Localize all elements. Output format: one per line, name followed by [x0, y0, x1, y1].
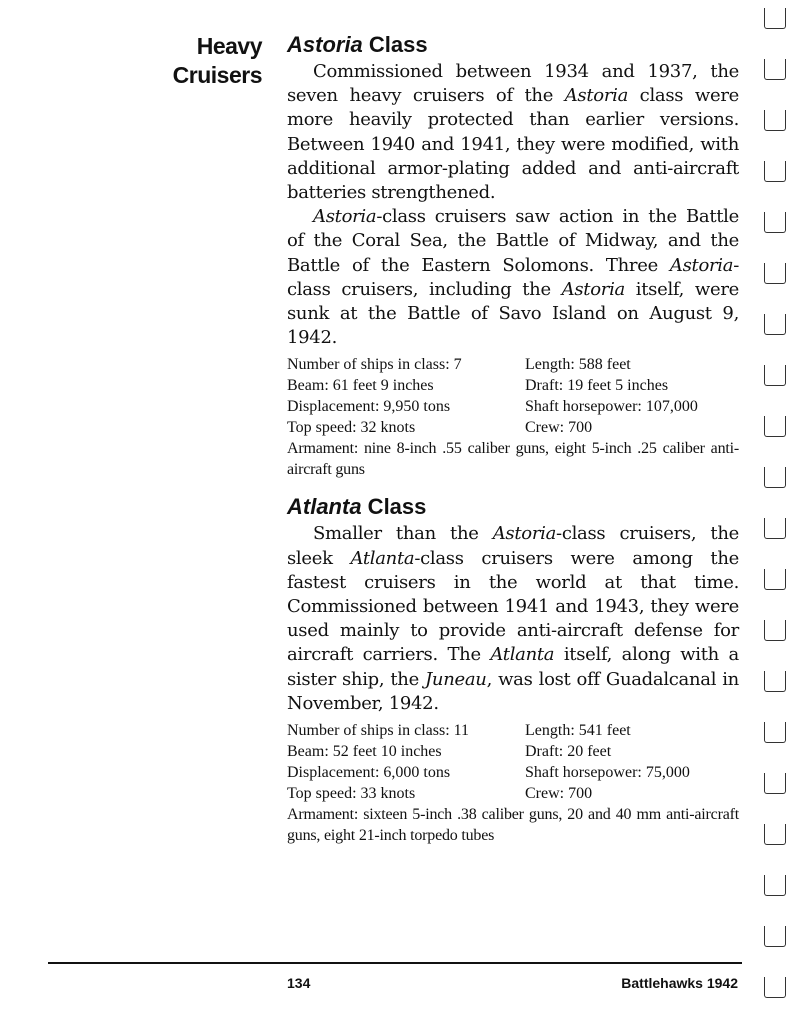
binding-loop — [764, 620, 786, 641]
text-run: -class cruisers saw action in the Battle of the Coral Sea, the Battle of Midway, and the Battle of the Eastern Solomons. Three — [287, 206, 739, 276]
footer-rule — [48, 962, 742, 964]
section-title — [287, 30, 739, 60]
italic-text: Atlanta — [350, 547, 415, 569]
binding-loop — [764, 569, 786, 590]
spec-grid — [287, 354, 739, 438]
binding-loop — [764, 110, 786, 131]
body-paragraph — [287, 205, 739, 350]
italic-text: Astoria — [313, 206, 377, 228]
spiral-binding — [752, 0, 800, 1031]
italic-text: Astoria — [561, 278, 625, 300]
text-run: Commissioned between 1934 and 1937, the seven heavy cruisers of the — [287, 61, 739, 107]
armament-text: Armament: sixteen 5-inch .38 caliber guns, 20 and 40 mm anti-aircraft guns, eight 21-inch torpedo tubes — [287, 806, 739, 845]
text-run: -class cruisers, including the — [287, 254, 739, 300]
binding-loop — [764, 263, 786, 284]
italic-text: Juneau — [425, 668, 487, 690]
binding-loop — [764, 671, 786, 692]
section-title-name: Astoria — [287, 32, 363, 57]
binding-loop — [764, 161, 786, 182]
binding-loop — [764, 59, 786, 80]
spec-item: Number of ships in class: 11 — [287, 722, 470, 740]
binding-loop — [764, 926, 786, 947]
section-title — [287, 492, 739, 522]
text-run: class were more heavily protected than earlier versions. Between 1940 and 1941, they were modified, with additional armor-plating added and anti-aircraft batteries strengthened. — [287, 85, 739, 204]
italic-text: Atlanta — [490, 644, 555, 666]
binding-loop — [764, 8, 786, 29]
spec-block — [287, 354, 739, 480]
spec-item: Number of ships in class: 7 — [287, 356, 462, 374]
sidebar-title — [140, 32, 262, 90]
spec-item: Displacement: 6,000 tons — [287, 764, 451, 782]
spec-grid — [287, 720, 739, 804]
binding-loop — [764, 977, 786, 998]
binding-loop — [764, 416, 786, 437]
binding-loop — [764, 314, 786, 335]
main-content — [287, 30, 739, 846]
binding-loop — [764, 467, 786, 488]
spec-item: Top speed: 33 knots — [287, 785, 416, 803]
spec-block — [287, 720, 739, 846]
section-paragraphs — [287, 522, 739, 716]
binding-loop — [764, 824, 786, 845]
sidebar-title-line2: Cruisers — [172, 62, 262, 88]
spec-item: Shaft horsepower: 107,000 — [525, 398, 698, 416]
body-paragraph — [287, 60, 739, 205]
text-run: Smaller than the — [313, 523, 493, 545]
binding-loop — [764, 875, 786, 896]
spec-item: Top speed: 32 knots — [287, 419, 416, 437]
italic-text: Astoria — [492, 523, 557, 545]
binding-loop — [764, 365, 786, 386]
binding-loop — [764, 212, 786, 233]
page-number: 134 — [287, 975, 311, 991]
section-title-name: Atlanta — [287, 494, 362, 520]
italic-text: Astoria — [669, 254, 734, 276]
armament-text: Armament: nine 8-inch .55 caliber guns, eight 5-inch .25 caliber anti-aircraft guns — [287, 440, 739, 479]
section-title-suffix: Class — [362, 32, 428, 57]
text-run: -class cruisers were among the fastest cruisers in the world at that time. Commissioned between 1941 and 1943, they were used mainly to provide anti-aircraft defense for aircraft carriers. The — [287, 547, 739, 666]
book-title: Battlehawks 1942 — [621, 975, 738, 991]
binding-loop — [764, 722, 786, 743]
section-atlanta-class — [287, 492, 739, 846]
spec-item: Beam: 52 feet 10 inches — [287, 743, 442, 761]
binding-loop — [764, 773, 786, 794]
spec-item: Shaft horsepower: 75,000 — [525, 764, 690, 782]
section-paragraphs — [287, 60, 739, 350]
spec-item: Length: 588 feet — [525, 356, 631, 374]
spec-item: Crew: 700 — [525, 785, 593, 803]
binding-loop — [764, 518, 786, 539]
spec-item: Beam: 61 feet 9 inches — [287, 377, 434, 395]
spec-item: Length: 541 feet — [525, 722, 631, 740]
text-run: -class cruisers, the sleek — [287, 523, 739, 569]
spec-item: Crew: 700 — [525, 419, 593, 437]
text-run: itself, along with a sister ship, the — [287, 644, 739, 690]
body-paragraph — [287, 522, 739, 716]
sidebar-title-line1: Heavy — [196, 33, 262, 59]
section-title-suffix: Class — [361, 494, 427, 520]
section-astoria-class — [287, 30, 739, 480]
spec-item: Draft: 20 feet — [525, 743, 612, 761]
text-run: itself, were sunk at the Battle of Savo Island on August 9, 1942. — [287, 278, 739, 349]
spec-item: Displacement: 9,950 tons — [287, 398, 451, 416]
spec-item: Draft: 19 feet 5 inches — [525, 377, 669, 395]
text-run: , was lost off Guadalcanal in November, 1942. — [287, 668, 739, 714]
italic-text: Astoria — [564, 85, 629, 107]
